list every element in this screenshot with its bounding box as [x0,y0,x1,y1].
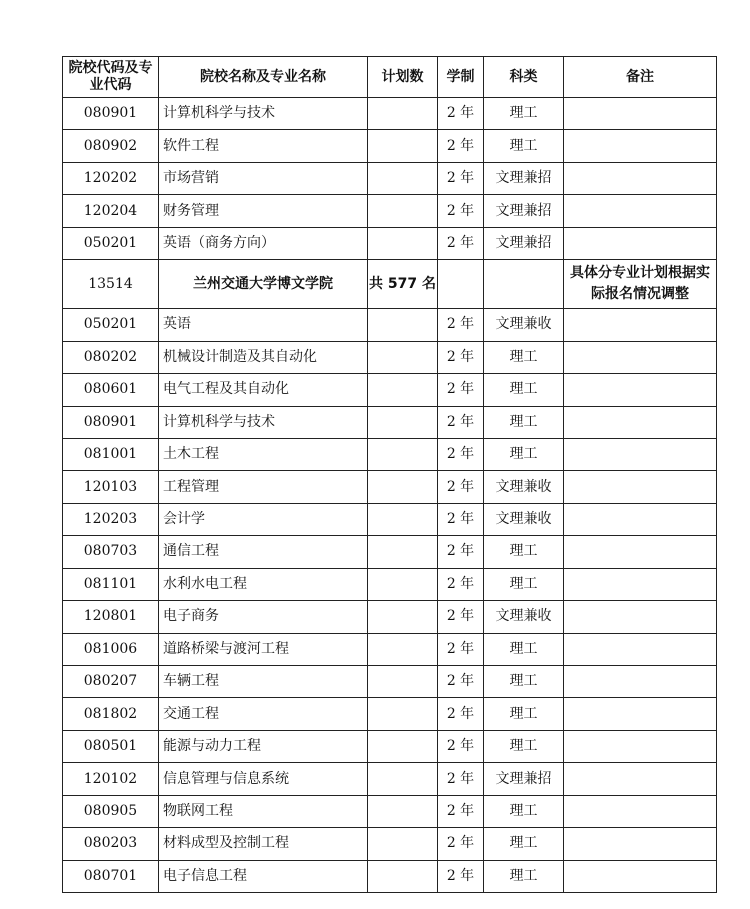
cell-major-name: 市场营销 [159,162,368,194]
cell-length: 2 年 [438,536,484,568]
cell-major-code: 081101 [63,568,159,600]
table-row [63,309,717,341]
cell-category: 文理兼招 [484,195,564,227]
cell-category: 文理兼收 [484,503,564,535]
cell-major-name: 英语（商务方向） [159,227,368,259]
cell-major-name: 交通工程 [159,698,368,730]
cell-note [564,406,717,438]
school-name: 兰州交通大学博文学院 [159,260,368,309]
cell-note [564,730,717,762]
cell-category: 理工 [484,828,564,860]
cell-major-name: 道路桥梁与渡河工程 [159,633,368,665]
cell-major-code: 050201 [63,227,159,259]
cell-category: 理工 [484,730,564,762]
cell-note [564,195,717,227]
cell-plan [368,438,438,470]
cell-length: 2 年 [438,503,484,535]
cell-major-code: 081802 [63,698,159,730]
school-length [438,260,484,309]
cell-length: 2 年 [438,195,484,227]
cell-plan [368,860,438,892]
cell-major-code: 080703 [63,536,159,568]
cell-note [564,438,717,470]
cell-plan [368,374,438,406]
cell-major-code: 050201 [63,309,159,341]
cell-major-name: 计算机科学与技术 [159,406,368,438]
cell-major-name: 财务管理 [159,195,368,227]
table-row [63,130,717,162]
cell-category: 理工 [484,438,564,470]
cell-note [564,130,717,162]
cell-note [564,666,717,698]
cell-note [564,698,717,730]
table-row [63,795,717,827]
cell-major-name: 会计学 [159,503,368,535]
cell-note [564,795,717,827]
cell-plan [368,666,438,698]
cell-note [564,828,717,860]
cell-note [564,341,717,373]
cell-length: 2 年 [438,795,484,827]
cell-plan [368,568,438,600]
cell-plan [368,406,438,438]
table-row [63,730,717,762]
cell-length: 2 年 [438,341,484,373]
cell-category: 文理兼招 [484,227,564,259]
school-code: 13514 [63,260,159,309]
table-row [63,860,717,892]
cell-major-name: 物联网工程 [159,795,368,827]
cell-category: 理工 [484,860,564,892]
table-row [63,162,717,194]
cell-plan [368,98,438,130]
cell-category: 理工 [484,536,564,568]
cell-category: 理工 [484,633,564,665]
table-row [63,698,717,730]
cell-major-name: 水利水电工程 [159,568,368,600]
table-row [63,601,717,633]
cell-major-name: 材料成型及控制工程 [159,828,368,860]
cell-plan [368,795,438,827]
cell-length: 2 年 [438,633,484,665]
cell-category: 文理兼招 [484,763,564,795]
school-section [63,260,717,309]
header-code: 院校代码及专业代码 [63,57,159,98]
cell-note [564,568,717,600]
cell-major-code: 080905 [63,795,159,827]
cell-major-code: 080501 [63,730,159,762]
cell-category: 理工 [484,341,564,373]
cell-note [564,503,717,535]
header-length: 学制 [438,57,484,98]
school-category [484,260,564,309]
cell-plan [368,730,438,762]
cell-category: 理工 [484,666,564,698]
cell-note [564,633,717,665]
cell-major-name: 通信工程 [159,536,368,568]
cell-major-name: 工程管理 [159,471,368,503]
cell-note [564,309,717,341]
cell-plan [368,763,438,795]
cell-category: 理工 [484,130,564,162]
cell-note [564,227,717,259]
cell-major-name: 土木工程 [159,438,368,470]
cell-length: 2 年 [438,860,484,892]
cell-note [564,536,717,568]
cell-length: 2 年 [438,568,484,600]
header-category: 科类 [484,57,564,98]
cell-note [564,162,717,194]
cell-length: 2 年 [438,227,484,259]
cell-plan [368,471,438,503]
school-row [63,260,717,309]
header-note: 备注 [564,57,717,98]
cell-plan [368,227,438,259]
table-row [63,227,717,259]
cell-plan [368,601,438,633]
school-note: 具体分专业计划根据实际报名情况调整 [564,260,717,309]
cell-major-code: 120801 [63,601,159,633]
cell-length: 2 年 [438,374,484,406]
cell-length: 2 年 [438,828,484,860]
cell-plan [368,130,438,162]
cell-category: 理工 [484,568,564,600]
cell-major-code: 120103 [63,471,159,503]
cell-length: 2 年 [438,162,484,194]
table-row [63,195,717,227]
cell-plan [368,698,438,730]
cell-major-name: 软件工程 [159,130,368,162]
cell-plan [368,162,438,194]
cell-length: 2 年 [438,698,484,730]
cell-length: 2 年 [438,130,484,162]
table-row [63,374,717,406]
cell-plan [368,341,438,373]
cell-major-name: 英语 [159,309,368,341]
cell-length: 2 年 [438,601,484,633]
cell-category: 文理兼招 [484,162,564,194]
cell-major-name: 能源与动力工程 [159,730,368,762]
cell-length: 2 年 [438,309,484,341]
cell-major-code: 080203 [63,828,159,860]
cell-major-code: 081006 [63,633,159,665]
table-header-row [63,57,717,98]
cell-category: 文理兼收 [484,471,564,503]
cell-category: 理工 [484,698,564,730]
cell-length: 2 年 [438,406,484,438]
cell-major-code: 120204 [63,195,159,227]
cell-major-code: 080901 [63,98,159,130]
table-row [63,438,717,470]
table-row [63,633,717,665]
rows-before-school [63,98,717,260]
table-row [63,828,717,860]
cell-major-code: 081001 [63,438,159,470]
table-row [63,471,717,503]
cell-major-code: 120202 [63,162,159,194]
cell-category: 理工 [484,374,564,406]
table-row [63,503,717,535]
cell-note [564,763,717,795]
cell-major-code: 080701 [63,860,159,892]
cell-length: 2 年 [438,763,484,795]
rows-after-school [63,309,717,893]
table-row [63,98,717,130]
cell-plan [368,503,438,535]
cell-note [564,98,717,130]
table-row [63,666,717,698]
cell-major-code: 080902 [63,130,159,162]
cell-category: 文理兼收 [484,309,564,341]
header-plan: 计划数 [368,57,438,98]
cell-note [564,860,717,892]
table-row [63,568,717,600]
cell-major-name: 机械设计制造及其自动化 [159,341,368,373]
cell-major-name: 电子商务 [159,601,368,633]
cell-plan [368,195,438,227]
cell-plan [368,536,438,568]
cell-category: 理工 [484,406,564,438]
cell-major-code: 120102 [63,763,159,795]
cell-major-name: 电气工程及其自动化 [159,374,368,406]
cell-note [564,601,717,633]
cell-major-code: 080601 [63,374,159,406]
cell-major-code: 120203 [63,503,159,535]
cell-major-name: 计算机科学与技术 [159,98,368,130]
cell-length: 2 年 [438,730,484,762]
cell-major-code: 080901 [63,406,159,438]
cell-major-name: 信息管理与信息系统 [159,763,368,795]
school-plan: 共 577 名 [368,260,438,309]
cell-note [564,471,717,503]
cell-major-code: 080202 [63,341,159,373]
cell-category: 理工 [484,98,564,130]
cell-category: 理工 [484,795,564,827]
table-row [63,763,717,795]
table-row [63,406,717,438]
cell-plan [368,633,438,665]
header-name: 院校名称及专业名称 [159,57,368,98]
table-row [63,341,717,373]
cell-major-name: 车辆工程 [159,666,368,698]
cell-major-code: 080207 [63,666,159,698]
cell-length: 2 年 [438,471,484,503]
cell-note [564,374,717,406]
table-row [63,536,717,568]
enrollment-plan-table [62,56,717,893]
cell-plan [368,828,438,860]
cell-length: 2 年 [438,666,484,698]
cell-major-name: 电子信息工程 [159,860,368,892]
cell-plan [368,309,438,341]
cell-category: 文理兼收 [484,601,564,633]
cell-length: 2 年 [438,98,484,130]
cell-length: 2 年 [438,438,484,470]
